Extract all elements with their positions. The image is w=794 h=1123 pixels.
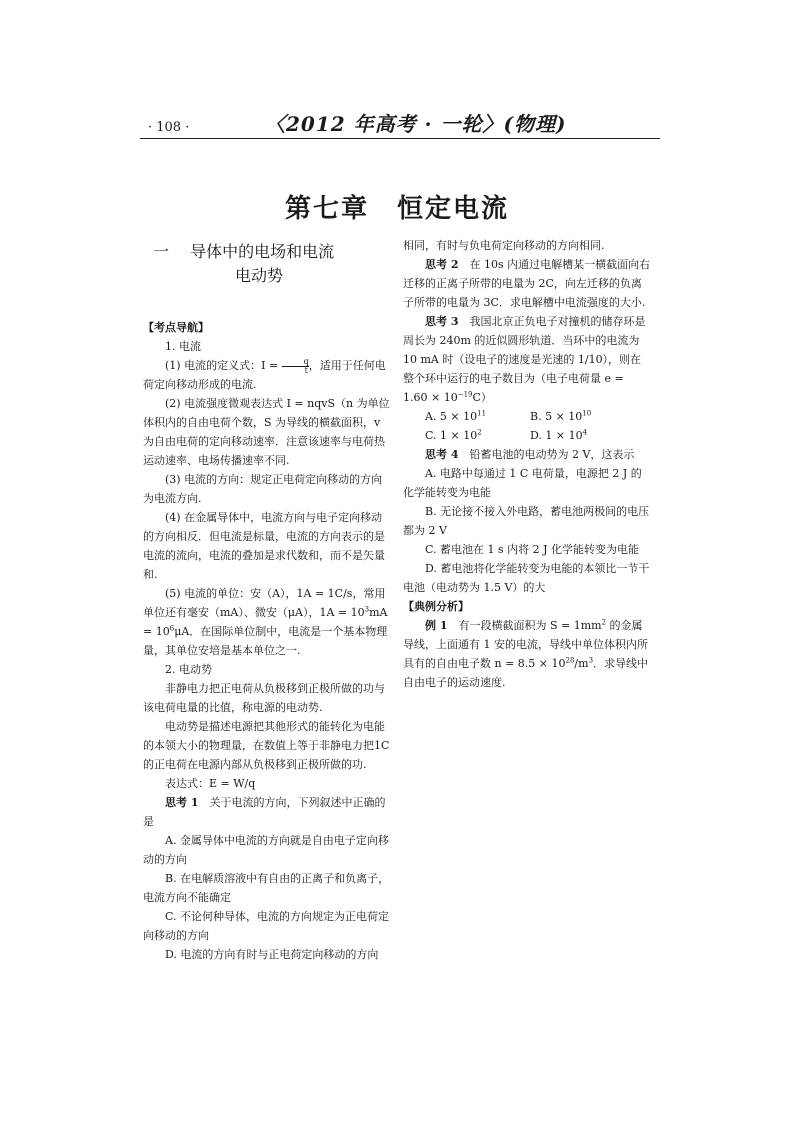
left-column bbox=[143, 240, 391, 964]
q3-options-row2 bbox=[403, 426, 651, 445]
paragraph-5: (5) 电流的单位：安（A），1A = 1C/s，常用单位还有毫安（mA）、微安（μA），$1A = 10^3mA = 10^6\mu A$．在国际单位制中，电流是一个基本物理量，其单位安培是基本单位之一. bbox=[143, 587, 388, 657]
page-number: · 108 · bbox=[148, 120, 190, 135]
kaodian-heading: 【考点导航】 bbox=[143, 321, 209, 334]
example-1: 例 1 有一段横截面积为 $S = 1mm^2$ 的金属导线，上面通有 1 安的电流，导线中单位体积内所具有的自由电子数 $n = 8.5 \times 10^{28}/m^3$．求导线中自由电子的运动速度. bbox=[403, 618, 649, 689]
chapter-title: 第七章 恒定电流 bbox=[284, 194, 509, 224]
item2-heading: 2. 电动势 bbox=[165, 663, 212, 676]
section-title bbox=[143, 240, 391, 288]
q3-option-d: D. $1 \times 10^4$ bbox=[530, 428, 588, 442]
q4-option-c: C. 蓄电池在 1 s 内将 2 J 化学能转变为电能 bbox=[425, 543, 640, 556]
emf-definition: 非静电力把正电荷从负极移到正极所做的功与该电荷电量的比值，称电源的电动势. bbox=[143, 682, 385, 714]
section-number: 一 bbox=[153, 242, 170, 261]
right-column bbox=[403, 236, 651, 692]
q3-option-b: B. $5 \times 10^{10}$ bbox=[530, 409, 592, 423]
question-1: 思考 1 关于电流的方向，下列叙述中正确的是 bbox=[143, 796, 386, 828]
q1-option-c: C. 不论何种导体，电流的方向规定为正电荷定向移动的方向 bbox=[143, 910, 390, 942]
emf-formula: 表达式：E = W/q bbox=[165, 777, 256, 790]
q1-option-b: B. 在电解质溶液中有自由的正离子和负离子，电流方向不能确定 bbox=[143, 872, 390, 904]
emf-description: 电动势是描述电源把其他形式的能转化为电能的本领大小的物理量，在数值上等于非静电力把1C 的正电荷在电源内部从负极移到正极所做的功. bbox=[143, 720, 390, 771]
paragraph-1: (1) 电流的定义式：I = $\frac{q}{t}$ ，适用于任何电荷定向移动形成的电流. bbox=[143, 356, 386, 391]
q1-option-d: D. 电流的方向有时与正电荷定向移动的方向 bbox=[165, 948, 379, 961]
paragraph-3: (3) 电流的方向：规定正电荷定向移动的方向为电流方向. bbox=[143, 473, 383, 505]
q4-option-b: B. 无论接不接入外电路，蓄电池两极间的电压都为 2 V bbox=[403, 505, 650, 537]
header-rule bbox=[140, 138, 660, 139]
q1-option-a: A. 金属导体中电流的方向就是自由电子定向移动的方向 bbox=[143, 834, 389, 866]
item1-heading: 1. 电流 bbox=[165, 340, 201, 353]
page-header bbox=[140, 108, 660, 140]
paragraph-2: (2) 电流强度微观表达式 I = nqvS（n 为单位体积内的自由电荷个数，S 为导线的横截面积，v 为自由电荷的定向移动速率．注意该速率与电荷热运动速率、电场传播速率不同. bbox=[143, 397, 390, 467]
q4-option-a: A. 电路中每通过 1 C 电荷量，电源把 2 J 的化学能转变为电能 bbox=[403, 467, 642, 499]
question-3: 思考 3 我国北京正负电子对撞机的储存环是周长为 240m 的近似圆形轨道．当环中的电流为 10 mA 时（设电子的速度是光速的 1/10），则在整个环中运行的电子数目为（电子电荷量 $e = 1.60 \times 10^{-19}C$） bbox=[403, 315, 646, 404]
book-title: 〈2012 年高考 · 一轮〉(物理) bbox=[265, 112, 567, 136]
q3-option-c: C. $1 \times 10^2$ bbox=[425, 428, 482, 442]
fraction-q-over-t: $\frac{q}{t}$ bbox=[282, 358, 309, 375]
dianli-heading: 【典例分析】 bbox=[403, 600, 469, 613]
section-title-line1: 导体中的电场和电流 bbox=[190, 242, 335, 261]
paragraph-4: (4) 在金属导体中，电流方向与电子定向移动的方向相反．但电流是标量，电流的方向表示的是电流的流向，电流的叠加是求代数和，而不是矢量和. bbox=[143, 511, 385, 581]
q3-options-row1 bbox=[403, 407, 651, 426]
section-title-line2: 电动势 bbox=[235, 266, 284, 285]
question-4: 思考 4 铅蓄电池的电动势为 2 V，这表示 bbox=[425, 448, 635, 461]
question-2: 思考 2 在 10s 内通过电解槽某一横截面向右迁移的正离子所带的电量为 2C，向左迁移的负离子所带的电量为 3C．求电解槽中电流强度的大小. bbox=[403, 258, 651, 309]
q1-option-d-continued: 相同，有时与负电荷定向移动的方向相同. bbox=[403, 239, 605, 252]
q4-option-d: D. 蓄电池将化学能转变为电能的本领比一节干电池（电动势为 1.5 V）的大 bbox=[403, 562, 650, 594]
q3-option-a: A. $5 \times 10^{11}$ bbox=[425, 409, 487, 423]
